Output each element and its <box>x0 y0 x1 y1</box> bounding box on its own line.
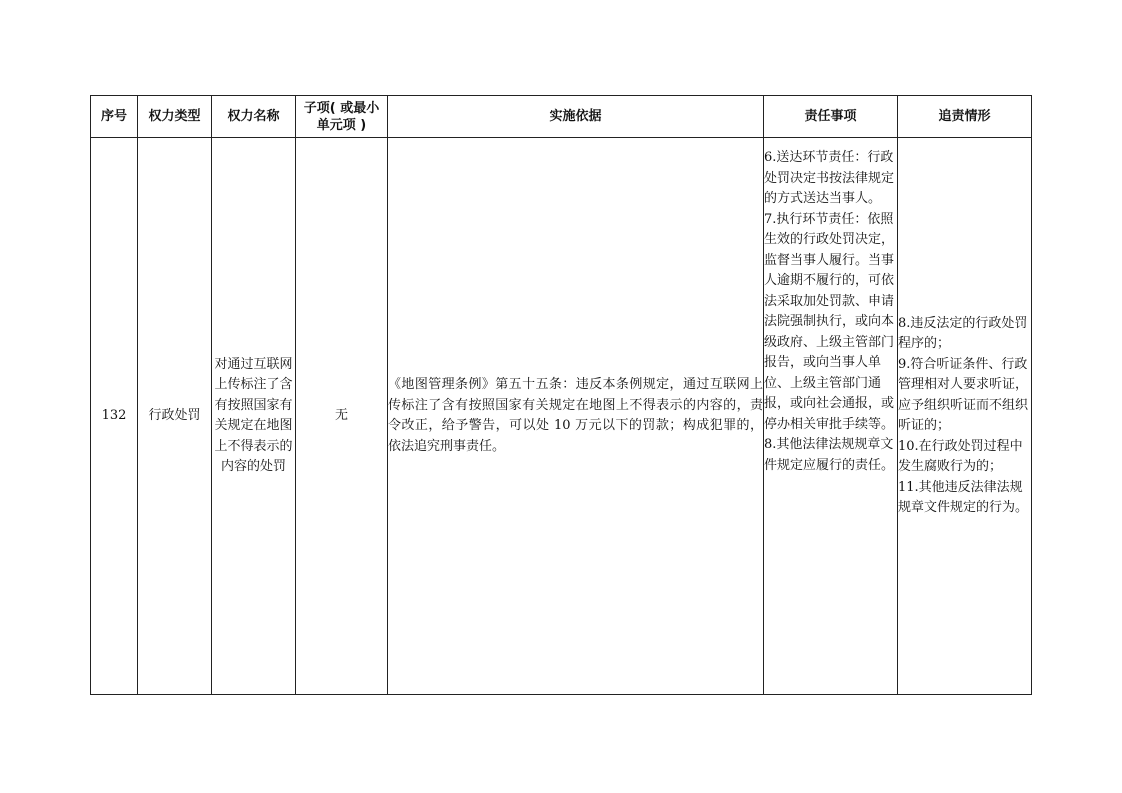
header-power-name: 权力名称 <box>212 96 296 138</box>
accountability-item: 10.在行政处罚过程中发生腐败行为的； <box>898 438 1023 474</box>
header-basis: 实施依据 <box>388 96 764 138</box>
header-sub-item-line1: 子项( 或最小 <box>303 100 380 116</box>
header-power-type: 权力类型 <box>138 96 212 138</box>
accountability-item: 9.符合听证条件、行政管理相对人要求听证，应予组织听证而不组织听证的； <box>898 356 1029 433</box>
accountability-item: 8.违反法定的行政处罚程序的； <box>898 315 1028 351</box>
header-seq: 序号 <box>91 96 138 138</box>
duty-item: 7.执行环节责任：依照生效的行政处罚决定，监督当事人履行。当事人逾期不履行的，可依法采取加处罚款、申请法院强制执行，或向本级政府、上级主管部门报告，或向当事人单位、上级主管部门通报，或向社会通报，或停办相关审批手续等。 <box>764 211 895 432</box>
duty-item: 8.其他法律法规规章文件规定应履行的责任。 <box>764 437 895 473</box>
cell-seq: 132 <box>91 138 138 695</box>
cell-sub-item: 无 <box>296 138 388 695</box>
cell-duties <box>764 138 898 695</box>
header-row <box>91 96 1032 138</box>
accountability-item: 11.其他违反法律法规规章文件规定的行为。 <box>898 479 1029 515</box>
duty-item: 6.送达环节责任：行政处罚决定书按法律规定的方式送达当事人。 <box>764 150 895 206</box>
header-accountability: 追责情形 <box>898 96 1032 138</box>
header-duties: 责任事项 <box>764 96 898 138</box>
cell-accountability <box>898 138 1032 695</box>
power-list-table <box>90 95 1032 695</box>
table-row <box>91 138 1032 695</box>
cell-power-type: 行政处罚 <box>138 138 212 695</box>
header-sub-item-line2: 单元项 ) <box>316 117 367 133</box>
cell-power-name: 对通过互联网上传标注了含有按照国家有关规定在地图上不得表示的内容的处罚 <box>212 138 296 695</box>
cell-basis: 《地图管理条例》第五十五条：违反本条例规定，通过互联网上传标注了含有按照国家有关规定在地图上不得表示的内容的，责令改正，给予警告，可以处 10 万元以下的罚款；构成犯罪的，依法追究刑事责任。 <box>388 138 764 695</box>
header-sub-item <box>296 96 388 138</box>
